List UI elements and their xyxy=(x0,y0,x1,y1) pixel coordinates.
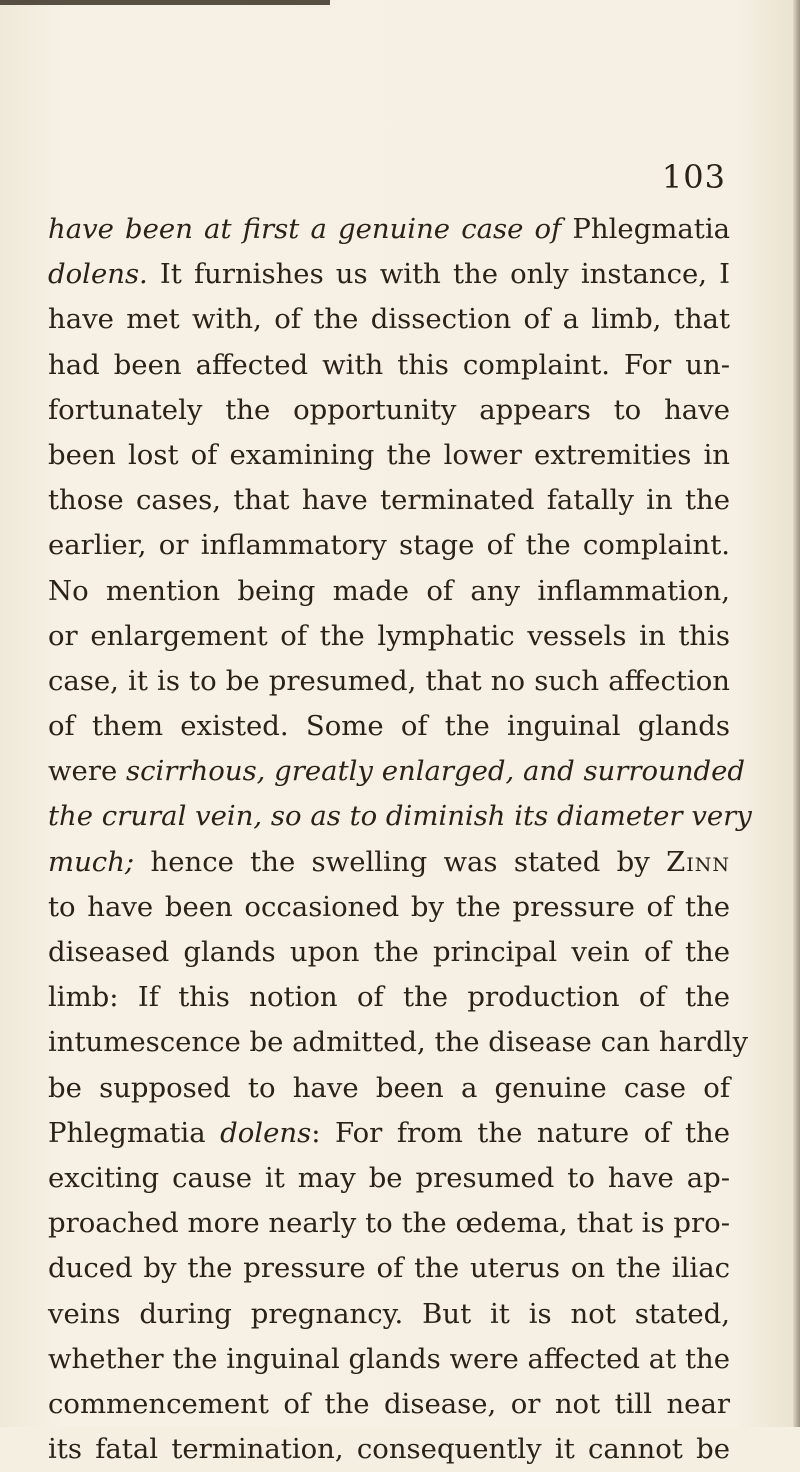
text-line xyxy=(48,659,730,704)
text-segment: : For from the nature of the xyxy=(311,1116,731,1149)
text-line xyxy=(48,930,730,975)
text-segment: those cases, that have terminated fatally in the xyxy=(48,484,730,517)
page-top-edge xyxy=(0,0,330,5)
text-line xyxy=(48,433,730,478)
small-caps-name: Zinn xyxy=(666,845,730,878)
text-line xyxy=(48,343,730,388)
text-segment: whether the inguinal glands were affected at the xyxy=(48,1342,730,1375)
text-line xyxy=(48,1020,749,1065)
text-line xyxy=(48,1382,730,1427)
text-line xyxy=(48,478,730,523)
text-line xyxy=(48,840,730,885)
text-segment: have met with, of the dissection of a limb, that xyxy=(48,303,730,336)
text-segment: exciting cause it may be presumed to have ap- xyxy=(48,1161,730,1194)
text-segment: its fatal termination, consequently it cannot be xyxy=(48,1433,730,1466)
text-segment: commencement of the disease, or not till near xyxy=(48,1387,730,1420)
text-line xyxy=(48,569,730,614)
text-segment: or enlargement of the lymphatic vessels in this xyxy=(48,619,730,652)
text-segment: It furnishes us with the only instance, I xyxy=(147,258,730,291)
text-line xyxy=(48,1337,730,1382)
text-line xyxy=(48,1246,730,1291)
page-right-edge xyxy=(793,0,800,1427)
text-segment: Phlegmatia xyxy=(561,213,731,245)
text-line xyxy=(48,1156,730,1201)
text-segment: veins during pregnancy. But it is not stated, xyxy=(48,1297,730,1330)
text-line xyxy=(48,388,730,433)
text-segment: No mention being made of any inflammation, xyxy=(48,574,730,607)
text-segment: limb: If this notion of the production of the xyxy=(48,981,730,1014)
text-segment: earlier, or inflammatory stage of the complaint. xyxy=(48,529,730,562)
text-segment: hence the swelling was stated by xyxy=(134,845,667,878)
text-line xyxy=(48,297,730,342)
text-segment: had been affected with this complaint. For un- xyxy=(48,348,730,381)
text-line xyxy=(48,975,730,1020)
italic-text: dolens xyxy=(220,1116,312,1149)
text-line xyxy=(48,614,730,659)
text-line xyxy=(48,1292,730,1337)
text-segment: fortunately the opportunity appears to have xyxy=(48,393,730,426)
text-line xyxy=(48,1427,730,1472)
italic-text: the crural vein, so as to diminish its diameter very xyxy=(48,800,752,833)
text-segment: been lost of examining the lower extremities in xyxy=(48,438,730,471)
text-segment: proached more nearly to the œdema, that is pro- xyxy=(48,1207,730,1240)
text-line xyxy=(48,1111,730,1156)
page-number: 103 xyxy=(661,158,726,196)
text-segment: intumescence be admitted, the disease can hardly xyxy=(48,1026,749,1059)
text-line xyxy=(48,885,730,930)
text-line xyxy=(48,1066,730,1111)
text-line xyxy=(48,704,730,749)
body-text xyxy=(48,207,752,1472)
text-line xyxy=(48,523,730,568)
text-segment: were xyxy=(48,755,126,788)
text-segment: Phlegmatia xyxy=(48,1116,221,1149)
text-line xyxy=(48,207,730,252)
text-segment: of them existed. Some of the inguinal glands xyxy=(48,710,730,743)
text-segment: to have been occasioned by the pressure of the xyxy=(48,890,730,923)
text-segment: case, it is to be presumed, that no such affection xyxy=(48,664,730,697)
italic-text: scirrhous, greatly enlarged, and surrounded xyxy=(125,755,746,788)
text-line xyxy=(48,252,730,297)
text-segment: diseased glands upon the principal vein of the xyxy=(48,936,730,968)
text-segment: duced by the pressure of the uterus on the iliac xyxy=(48,1252,730,1285)
text-segment: be supposed to have been a genuine case of xyxy=(48,1071,730,1104)
italic-text: much; xyxy=(48,845,135,878)
italic-text: dolens. xyxy=(48,258,148,291)
italic-text: have been at first a genuine case of xyxy=(48,213,562,245)
text-line xyxy=(48,749,746,794)
text-line xyxy=(48,794,752,839)
text-line xyxy=(48,1201,730,1246)
